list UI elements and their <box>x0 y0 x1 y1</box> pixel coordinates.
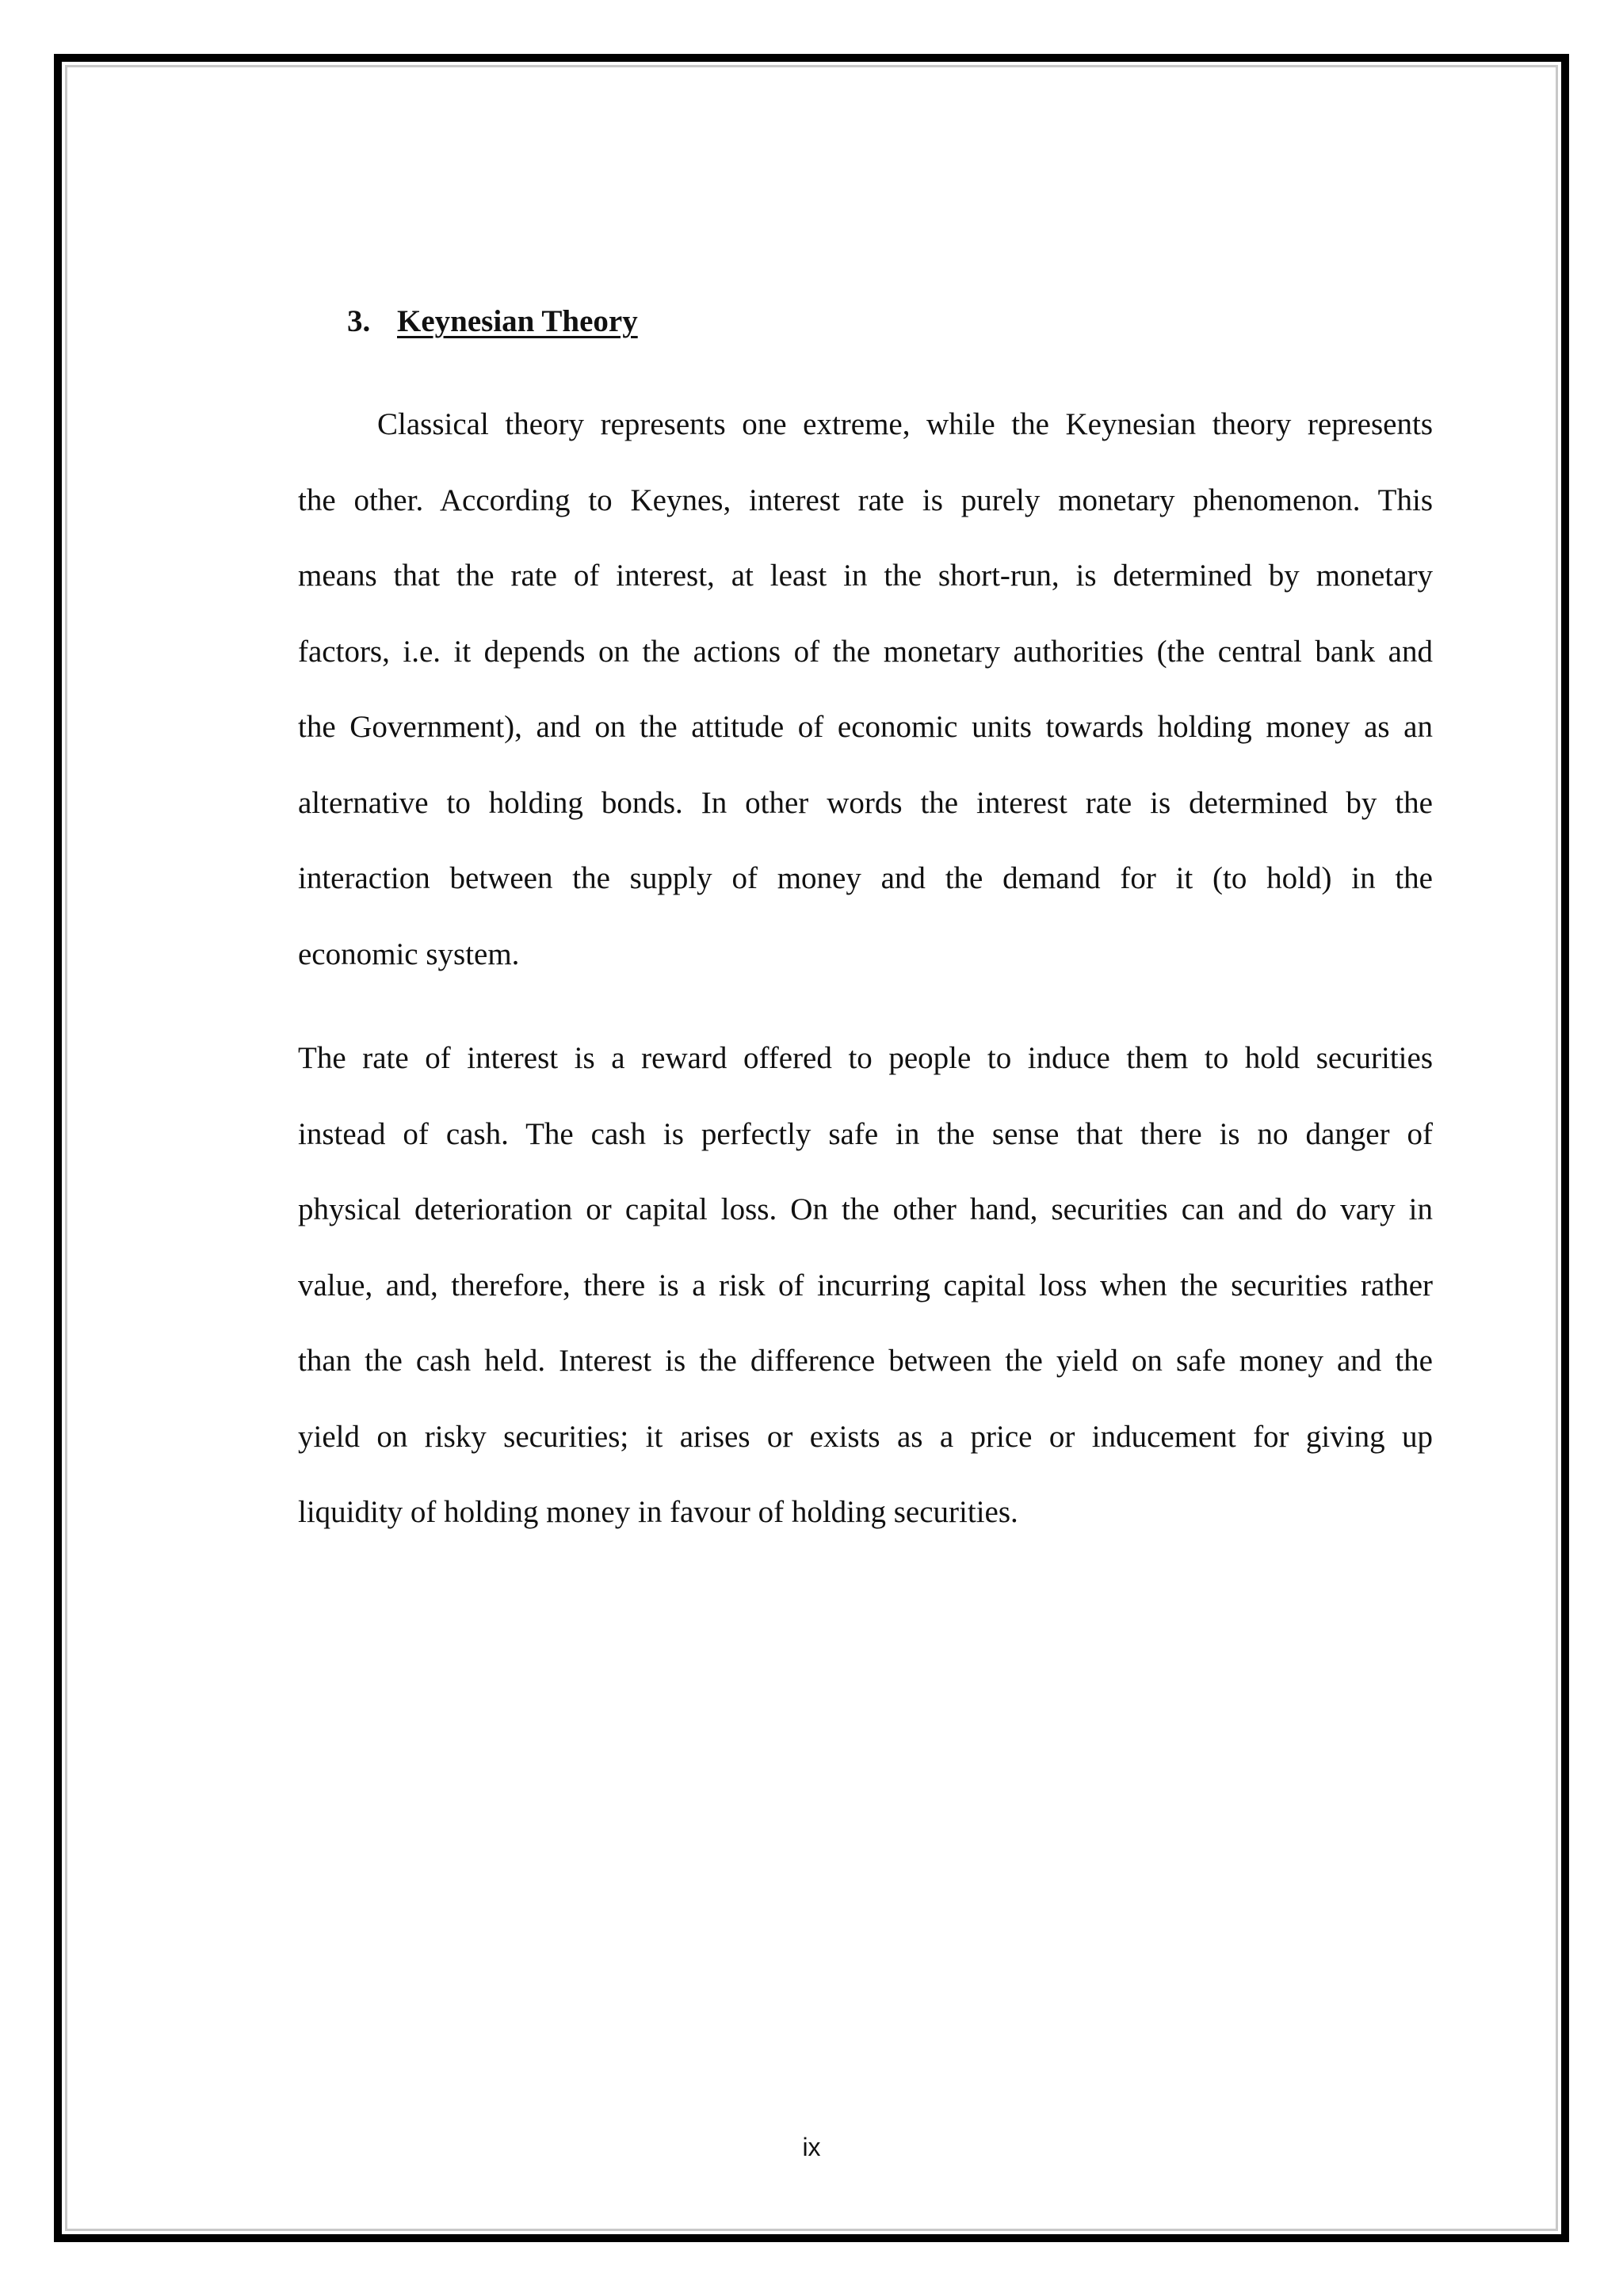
paragraph-2 <box>298 1020 1433 1550</box>
paragraph-line: Classical theory represents one extreme, while the Keynesian theory represents <box>377 407 1433 441</box>
page-number: ix <box>802 2133 821 2161</box>
paragraph-1 <box>298 387 1433 992</box>
section-title: Keynesian Theory <box>397 304 638 338</box>
paragraph-line: interaction between the supply of money and the demand for it (to hold) in the <box>298 861 1433 895</box>
paragraph-line: yield on risky securities; it arises or exists as a price or inducement for giving up <box>298 1419 1433 1454</box>
section-heading <box>347 298 638 345</box>
paragraph-line: alternative to holding bonds. In other words the interest rate is determined by the <box>298 785 1433 820</box>
paragraph-line: The rate of interest is a reward offered to people to induce them to hold securities <box>298 1041 1433 1075</box>
paragraph-line: physical deterioration or capital loss. On the other hand, securities can and do vary in <box>298 1192 1433 1226</box>
paragraph-line: economic system. <box>298 936 520 971</box>
paragraph-line: factors, i.e. it depends on the actions of the monetary authorities (the central bank and <box>298 634 1433 669</box>
paragraph-line: than the cash held. Interest is the difference between the yield on safe money and the <box>298 1344 1433 1378</box>
paragraph-line: instead of cash. The cash is perfectly safe in the sense that there is no danger of <box>298 1116 1433 1151</box>
section-number: 3. <box>347 304 371 338</box>
paragraph-line: the Government), and on the attitude of economic units towards holding money as an <box>298 710 1433 744</box>
paragraph-line: means that the rate of interest, at least in the short-run, is determined by monetary <box>298 559 1433 593</box>
paragraph-line: liquidity of holding money in favour of holding securities. <box>298 1495 1018 1529</box>
paragraph-line: the other. According to Keynes, interest rate is purely monetary phenomenon. This <box>298 482 1433 517</box>
paragraph-line: value, and, therefore, there is a risk of incurring capital loss when the securities rather <box>298 1268 1433 1302</box>
